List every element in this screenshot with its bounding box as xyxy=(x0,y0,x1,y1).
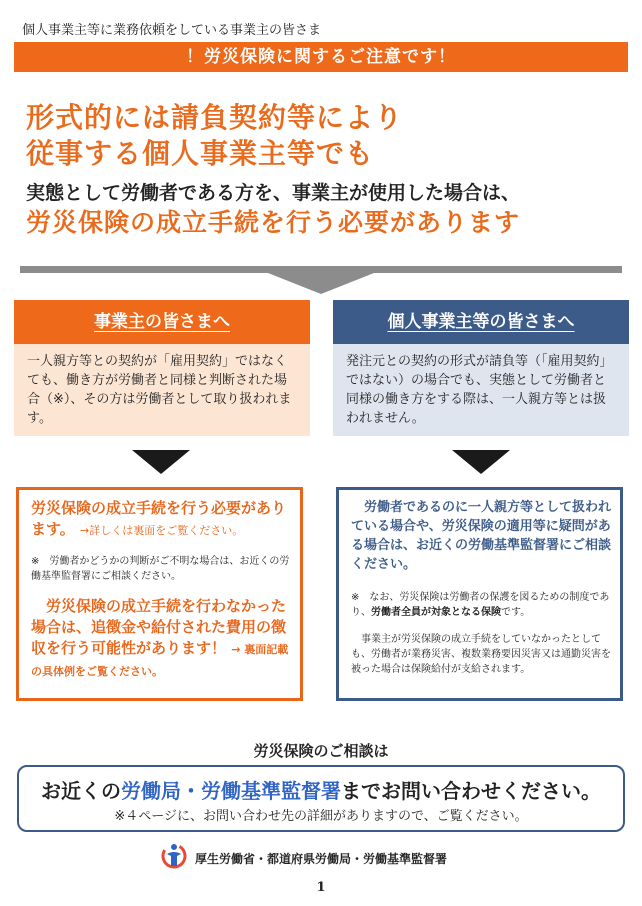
contractor-column-body: 発注元との契約の形式が請負等（「雇用契約」ではない）の場合でも、実態として労働者と同様の働き方をする際は、一人親方等とは扱われません。 xyxy=(333,344,629,436)
contractor-action-heading: 労働者であるのに一人親方等として扱われている場合や、労災保険の適用等に疑問がある場合は、お近くの労働基準監督署にご相談ください。 xyxy=(351,500,612,572)
page-number: 1 xyxy=(316,880,326,895)
down-arrow-icon xyxy=(452,450,510,474)
contractor-action-box xyxy=(336,487,623,701)
employer-action-warning xyxy=(31,596,297,682)
employer-action-warning-ref: → 裏面記載の具体例をご覧ください。 xyxy=(31,643,289,678)
headline-line-1: 形式的には請負契約等により xyxy=(26,101,404,134)
employer-action-warning-text: 労災保険の成立手続を行わなかった場合は、追徴金や給付された費用の徴収を行う可能性があります！ xyxy=(31,597,287,657)
target-audience-label: 個人事業主等に業務依頼をしている事業主の皆さま xyxy=(22,23,322,38)
consultation-note: ※４ページに、お問い合わせ先の詳細がありますので、ご覧ください。 xyxy=(114,809,528,824)
contractor-column-header: 個人事業主等の皆さまへ xyxy=(333,300,629,344)
ministry-logo-icon xyxy=(160,841,188,871)
employer-action-box xyxy=(16,487,303,701)
consultation-heading: 労災保険のご相談は xyxy=(253,742,389,760)
consultation-main-pre: お近くの xyxy=(41,779,121,803)
section-divider-arrow-icon xyxy=(20,264,622,296)
headline-line-3: 実態として労働者である方を、事業主が使用した場合は、 xyxy=(26,182,521,204)
headline-line-4: 労災保険の成立手続を行う必要があります xyxy=(26,208,521,237)
down-arrow-icon xyxy=(132,450,190,474)
contractor-note-1-post: です。 xyxy=(501,607,531,618)
employer-action-note: ※ 労働者かどうかの判断がご不明な場合は、お近くの労働基準監督署にご相談ください。 xyxy=(31,556,290,582)
ministry-name: 厚生労働省・都道府県労働局・労働基準監督署 xyxy=(195,852,448,866)
contractor-note-1-bold: 労働者全員が対象となる保険 xyxy=(371,607,501,618)
employer-column-header: 事業主の皆さまへ xyxy=(14,300,310,344)
employer-action-heading xyxy=(31,498,293,541)
consultation-main-text xyxy=(19,775,623,804)
employer-column-body: 一人親方等との契約が「雇用契約」ではなくても、働き方が労働者と同様と判断された場合（※）、その方は労働者として取り扱われます。 xyxy=(14,344,310,436)
contractor-action-note-2: 事業主が労災保険の成立手続をしていなかったとしても、労働者が業務災害、複数業務要因災害又は通勤災害を被った場合は保険給付が支給されます。 xyxy=(351,634,611,675)
contractor-note-1-pre: ※ なお、労災保険は労働者の保護を図るための制度であり、 xyxy=(351,592,610,618)
contractor-action-note-1 xyxy=(351,590,617,620)
consultation-box xyxy=(17,765,625,832)
consultation-main-post: までお問い合わせください。 xyxy=(341,779,601,803)
notice-banner: ！労災保険に関するご注意です！ xyxy=(14,42,628,72)
headline-line-2: 従事する個人事業主等でも xyxy=(26,137,375,170)
employer-action-heading-text: 労災保険の成立手続を行う必要があります。 xyxy=(31,499,287,538)
consultation-offices: 労働局・労働基準監督署 xyxy=(121,779,341,803)
employer-action-heading-ref: →詳しくは裏面をご覧ください。 xyxy=(80,524,244,537)
